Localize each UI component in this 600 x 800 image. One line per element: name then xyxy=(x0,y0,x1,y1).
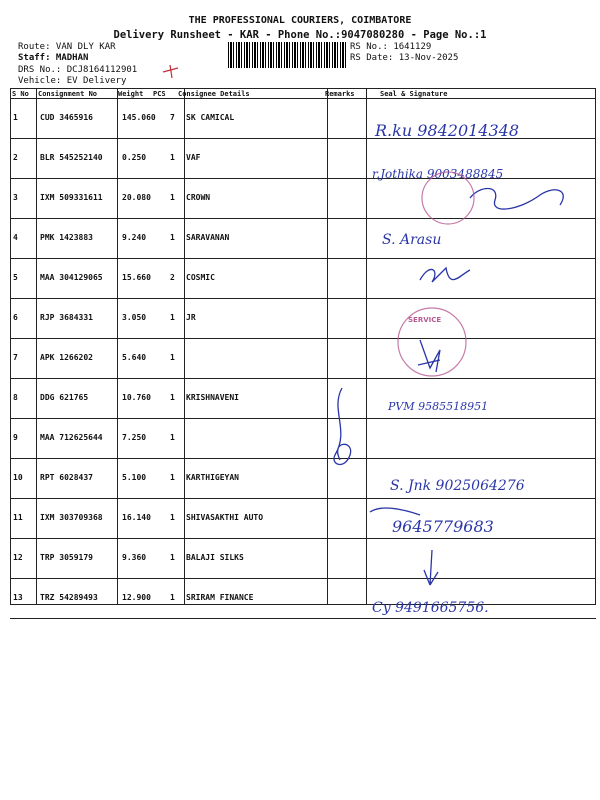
cell-consignment: MAA 304129065 xyxy=(40,273,103,282)
cell-pcs: 1 xyxy=(170,393,175,402)
cell-sno: 8 xyxy=(13,393,18,402)
signature-row-1: R.ku 9842014348 xyxy=(375,121,520,140)
cell-pcs: 7 xyxy=(170,113,175,122)
cell-pcs: 1 xyxy=(170,553,175,562)
cell-pcs: 1 xyxy=(170,233,175,242)
table-row xyxy=(10,138,596,178)
cell-consignee: KARTHIGEYAN xyxy=(186,473,239,482)
table-row xyxy=(10,258,596,298)
cell-consignment: IXM 509331611 xyxy=(40,193,103,202)
table-row xyxy=(10,218,596,258)
cell-sno: 9 xyxy=(13,433,18,442)
table-row xyxy=(10,458,596,498)
table-row xyxy=(10,338,596,378)
cell-weight: 5.100 xyxy=(122,473,147,482)
col-seal: Seal & Signature xyxy=(380,90,448,98)
cell-consignment: MAA 712625644 xyxy=(40,433,103,442)
cell-consignment: TRZ 54289493 xyxy=(40,593,98,602)
signature-row-8: PVM 9585518951 xyxy=(388,400,489,413)
table-row xyxy=(10,98,596,138)
cell-weight: 9.240 xyxy=(122,233,147,242)
signature-row-11: 9645779683 xyxy=(392,517,494,536)
barcode xyxy=(228,42,346,68)
cell-weight: 12.900 xyxy=(122,593,151,602)
cell-weight: 3.050 xyxy=(122,313,147,322)
cell-sno: 3 xyxy=(13,193,18,202)
table-row xyxy=(10,498,596,538)
cell-consignee: SRIRAM FINANCE xyxy=(186,593,254,602)
runsheet-table xyxy=(10,88,596,604)
cell-consignee: VAF xyxy=(186,153,201,162)
cell-weight: 7.250 xyxy=(122,433,147,442)
cell-consignment: IXM 303709368 xyxy=(40,513,103,522)
drs-label: DRS No.: DCJ8164112901 xyxy=(18,65,138,75)
route-label: Route: VAN DLY KAR xyxy=(18,42,116,52)
cell-pcs: 1 xyxy=(170,193,175,202)
table-row xyxy=(10,298,596,338)
cell-consignment: DDG 621765 xyxy=(40,393,89,402)
cell-weight: 5.640 xyxy=(122,353,147,362)
col-sno: S No xyxy=(12,90,29,98)
rs-date-label: RS Date: 13-Nov-2025 xyxy=(350,53,459,63)
company-title: THE PROFESSIONAL COURIERS, COIMBATORE xyxy=(188,15,412,26)
cell-pcs: 1 xyxy=(170,473,175,482)
table-row xyxy=(10,418,596,458)
cell-sno: 7 xyxy=(13,353,18,362)
cell-sno: 10 xyxy=(13,473,23,482)
cell-sno: 13 xyxy=(13,593,23,602)
cell-pcs: 1 xyxy=(170,313,175,322)
cell-consignment: TRP 3059179 xyxy=(40,553,93,562)
col-consignment: Consignment No xyxy=(38,90,98,98)
table-row xyxy=(10,378,596,418)
cell-consignee: COSMIC xyxy=(186,273,215,282)
cell-consignee: JR xyxy=(186,313,196,322)
red-tick-mark xyxy=(160,64,182,80)
cell-sno: 4 xyxy=(13,233,18,242)
cell-sno: 12 xyxy=(13,553,23,562)
cell-sno: 2 xyxy=(13,153,18,162)
signature-row-4: S. Arasu xyxy=(382,232,442,248)
cell-consignment: CUD 3465916 xyxy=(40,113,93,122)
col-weight: Weight xyxy=(118,90,144,98)
cell-weight: 16.140 xyxy=(122,513,151,522)
cell-consignment: PMK 1423883 xyxy=(40,233,93,242)
cell-pcs: 1 xyxy=(170,353,175,362)
runsheet-subtitle: Delivery Runsheet - KAR - Phone No.:9047080280 - Page No.:1 xyxy=(113,29,487,41)
cell-weight: 10.760 xyxy=(122,393,151,402)
col-remarks: Remarks xyxy=(325,90,355,98)
table-row xyxy=(10,538,596,578)
cell-pcs: 1 xyxy=(170,433,175,442)
cell-weight: 0.250 xyxy=(122,153,147,162)
cell-pcs: 1 xyxy=(170,153,175,162)
cell-consignee: SARAVANAN xyxy=(186,233,230,242)
cell-weight: 20.080 xyxy=(122,193,151,202)
cell-pcs: 2 xyxy=(170,273,175,282)
cell-sno: 1 xyxy=(13,113,18,122)
cell-consignee: SHIVASAKTHI AUTO xyxy=(186,513,264,522)
cell-consignee: KRISHNAVENI xyxy=(186,393,239,402)
signature-row-2: r.Jothika 9003488845 xyxy=(372,167,504,181)
cell-pcs: 1 xyxy=(170,593,175,602)
cell-consignee: SK CAMICAL xyxy=(186,113,235,122)
cell-consignment: BLR 545252140 xyxy=(40,153,103,162)
cell-consignment: RJP 3684331 xyxy=(40,313,93,322)
signature-row-13: Cy 9491665756. xyxy=(372,600,489,616)
staff-label: Staff: MADHAN xyxy=(18,53,89,63)
cell-sno: 11 xyxy=(13,513,23,522)
cell-consignee: BALAJI SILKS xyxy=(186,553,244,562)
signature-row-10: S. Jnk 9025064276 xyxy=(390,478,525,494)
cell-sno: 6 xyxy=(13,313,18,322)
table-row xyxy=(10,178,596,218)
rs-no-label: RS No.: 1641129 xyxy=(350,42,432,52)
table-row xyxy=(10,578,596,618)
col-consignee: Consignee Details xyxy=(178,90,250,98)
cell-consignment: APK 1266202 xyxy=(40,353,93,362)
cell-weight: 9.360 xyxy=(122,553,147,562)
cell-consignee: CROWN xyxy=(186,193,211,202)
vehicle-label: Vehicle: EV Delivery xyxy=(18,76,127,86)
cell-pcs: 1 xyxy=(170,513,175,522)
cell-weight: 145.060 xyxy=(122,113,156,122)
cell-weight: 15.660 xyxy=(122,273,151,282)
col-pcs: PCS xyxy=(153,90,166,98)
cell-consignment: RPT 6028437 xyxy=(40,473,93,482)
seal-stamp-text: SERVICE xyxy=(408,316,442,324)
cell-sno: 5 xyxy=(13,273,18,282)
